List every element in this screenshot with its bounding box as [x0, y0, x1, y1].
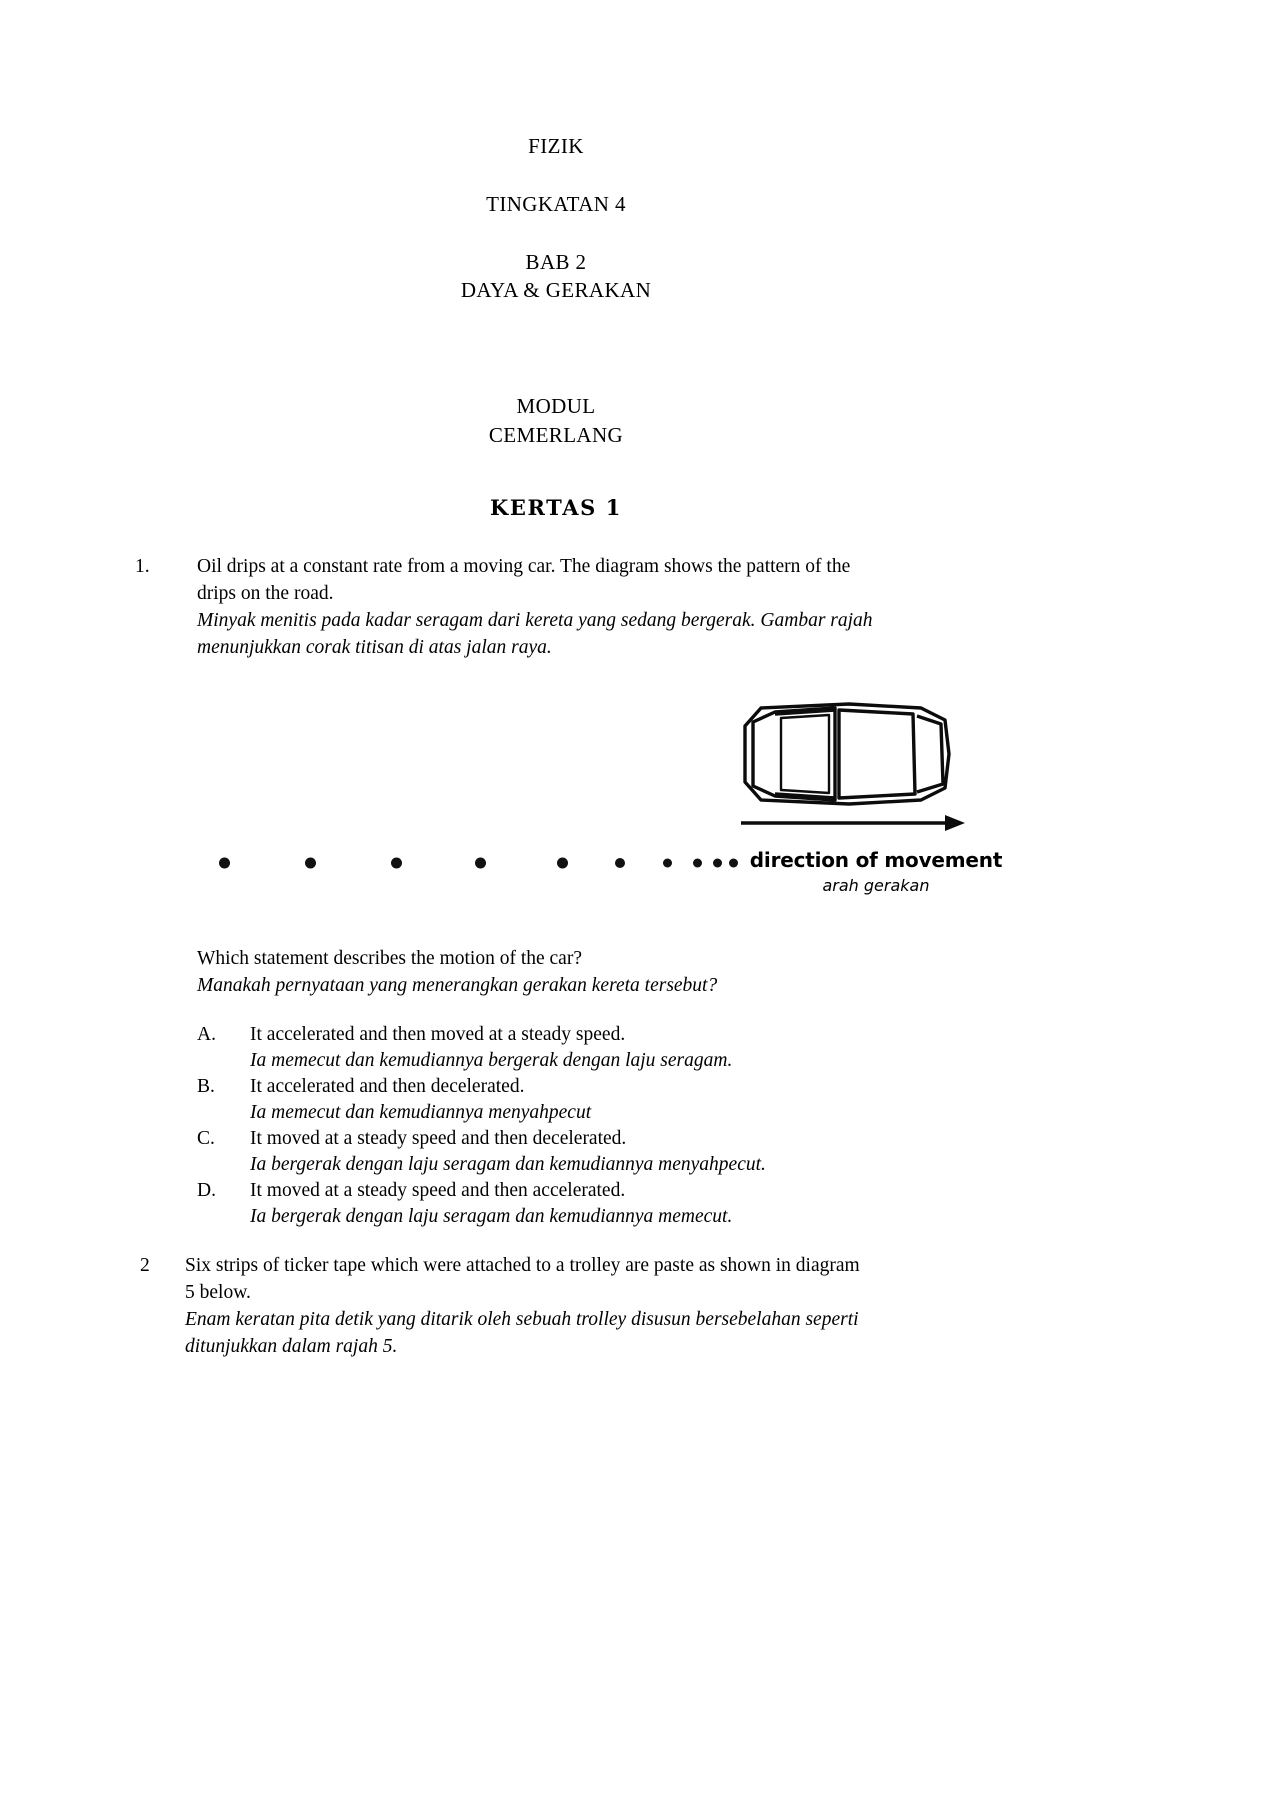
option-text-malay: Ia memecut dan kemudiannya menyahpecut	[250, 1102, 592, 1123]
car-top-view-icon	[731, 696, 963, 811]
direction-arrow-icon	[739, 812, 967, 834]
title-spacer-1	[0, 160, 1112, 190]
option-row[interactable]	[197, 1178, 1147, 1230]
question-1-block	[135, 553, 1145, 661]
question-2-text	[185, 1252, 1150, 1360]
oil-drip	[713, 859, 722, 868]
option-text	[250, 1126, 1147, 1178]
option-letter: A.	[197, 1024, 216, 1045]
option-letter: C.	[197, 1128, 215, 1149]
question-1-row	[135, 553, 1145, 661]
question-1-number: 1.	[135, 556, 150, 577]
question-1-stem	[197, 945, 1147, 999]
option-text	[250, 1074, 1147, 1126]
question-2-english-line-2: 5 below.	[185, 1282, 251, 1303]
oil-drip	[693, 859, 702, 868]
option-text	[250, 1178, 1147, 1230]
option-row[interactable]	[197, 1126, 1147, 1178]
option-row[interactable]	[197, 1074, 1147, 1126]
title-subject: FIZIK	[528, 134, 584, 158]
direction-caption-malay: arah gerakan	[822, 876, 930, 895]
title-form-level: TINGKATAN 4	[486, 192, 626, 216]
oil-drip	[475, 858, 486, 869]
direction-caption-english: direction of movement	[749, 848, 1003, 872]
question-2-number: 2	[140, 1255, 150, 1276]
title-chapter-name: DAYA & GERAKAN	[460, 278, 652, 302]
question-1-text	[197, 553, 1145, 661]
module-name: CEMERLANG	[488, 423, 624, 447]
question-1-figure	[135, 690, 1145, 925]
document-title-block	[0, 132, 1112, 304]
oil-drip	[219, 858, 230, 869]
oil-drip	[391, 858, 402, 869]
option-text-malay: Ia bergerak dengan laju seragam dan kemudiannya memecut.	[250, 1206, 733, 1227]
question-2-malay-line-1: Enam keratan pita detik yang ditarik oleh sebuah trolley disusun bersebelahan seperti	[185, 1309, 859, 1330]
option-row[interactable]	[197, 1022, 1147, 1074]
title-spacer-2	[0, 218, 1112, 248]
question-1-malay-line-2: menunjukkan corak titisan di atas jalan raya.	[197, 637, 552, 658]
title-chapter-number: BAB 2	[525, 250, 587, 274]
option-letter: D.	[197, 1180, 216, 1201]
question-1-stem-english: Which statement describes the motion of the car?	[197, 948, 582, 969]
option-text-english: It accelerated and then moved at a steady speed.	[250, 1024, 626, 1045]
question-1-english-line-2: drips on the road.	[197, 583, 334, 604]
oil-drip	[557, 858, 568, 869]
question-2-malay-line-2: ditunjukkan dalam rajah 5.	[185, 1336, 398, 1357]
car-diagram	[731, 690, 1031, 925]
paper-heading: KERTAS 1	[489, 495, 622, 520]
option-text-malay: Ia bergerak dengan laju seragam dan kemudiannya menyahpecut.	[250, 1154, 766, 1175]
question-2-block	[140, 1252, 1150, 1360]
module-subtitle-block	[0, 392, 1112, 450]
option-text-english: It moved at a steady speed and then accelerated.	[250, 1180, 626, 1201]
question-1-options	[197, 1022, 1147, 1230]
question-1-stem-malay: Manakah pernyataan yang menerangkan gerakan kereta tersebut?	[197, 975, 718, 996]
question-2-row	[140, 1252, 1150, 1360]
oil-drip	[663, 859, 672, 868]
option-text-malay: Ia memecut dan kemudiannya bergerak dengan laju seragam.	[250, 1050, 733, 1071]
option-letter: B.	[197, 1076, 215, 1097]
question-1-malay-line-1: Minyak menitis pada kadar seragam dari kereta yang sedang bergerak. Gambar rajah	[197, 610, 873, 631]
question-1-english-line-1: Oil drips at a constant rate from a moving car. The diagram shows the pattern of the	[197, 556, 851, 577]
module-label: MODUL	[516, 394, 596, 418]
option-text	[250, 1022, 1147, 1074]
option-text-english: It moved at a steady speed and then decelerated.	[250, 1128, 627, 1149]
oil-drip	[615, 858, 625, 868]
question-2-english-line-1: Six strips of ticker tape which were attached to a trolley are paste as shown in diagram	[185, 1255, 860, 1276]
oil-drip	[305, 858, 316, 869]
oil-drip-pattern	[195, 853, 755, 873]
option-text-english: It accelerated and then decelerated.	[250, 1076, 525, 1097]
